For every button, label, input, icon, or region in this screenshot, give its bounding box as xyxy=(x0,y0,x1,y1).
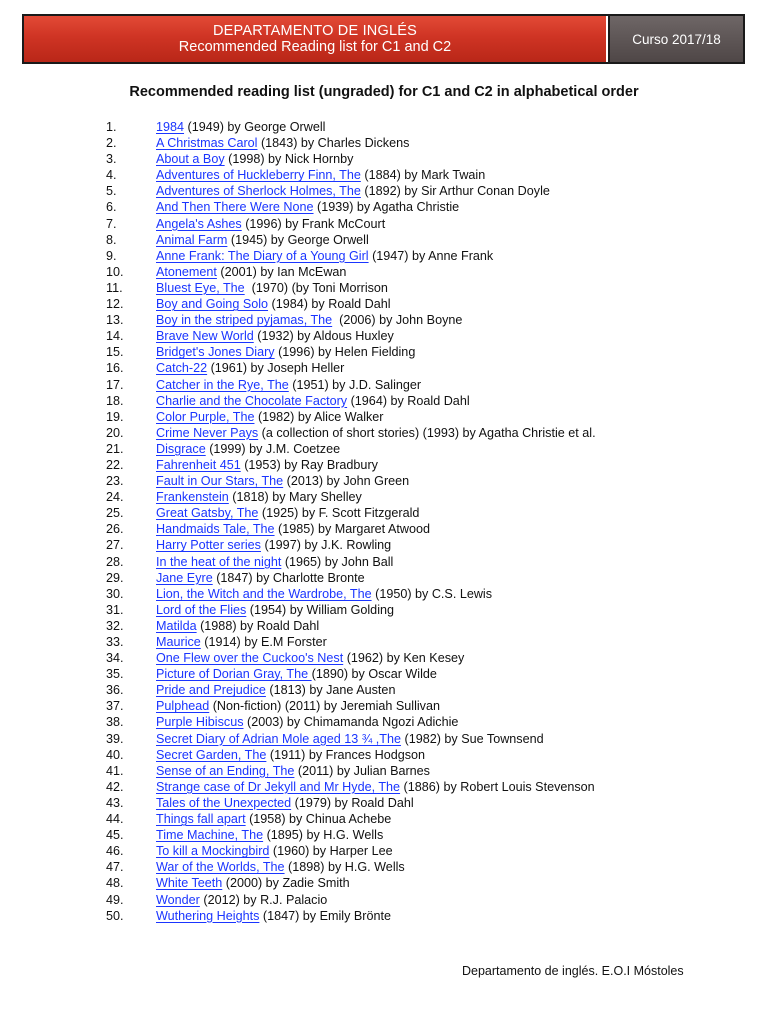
book-details: (1886) by Robert Louis Stevenson xyxy=(400,779,595,794)
book-title-link[interactable]: One Flew over the Cuckoo's Nest xyxy=(156,651,344,666)
list-item-entry xyxy=(156,892,327,908)
list-item-entry xyxy=(156,183,550,199)
book-details: (2011) by Julian Barnes xyxy=(294,763,430,778)
book-title-link[interactable]: Maurice xyxy=(156,635,201,649)
list-item xyxy=(0,344,700,360)
list-item-number: 18. xyxy=(106,393,124,408)
list-item-entry xyxy=(156,296,391,312)
book-details: (1982) by Sue Townsend xyxy=(401,731,544,746)
list-item xyxy=(0,698,700,714)
book-title-link[interactable]: Secret Garden, The xyxy=(156,747,267,762)
list-item-number: 44. xyxy=(106,812,124,827)
book-title-link[interactable]: Jane Eyre xyxy=(156,570,213,585)
list-item xyxy=(0,795,700,811)
book-details: (1979) by Roald Dahl xyxy=(291,795,414,810)
book-title-link[interactable]: Strange case of Dr Jekyll and Mr Hyde, The xyxy=(156,779,401,794)
list-item xyxy=(0,570,700,586)
book-details: (1911) by Frances Hodgson xyxy=(266,747,426,762)
book-title-link[interactable]: Picture of Dorian Gray, The xyxy=(156,667,312,682)
book-title-link[interactable]: Angela's Ashes xyxy=(156,216,242,231)
list-item-number: 34. xyxy=(106,651,124,666)
book-title-link[interactable]: Handmaids Tale, The xyxy=(156,522,275,537)
list-item-entry xyxy=(156,875,350,891)
list-item-number: 36. xyxy=(106,683,124,698)
list-item-number: 17. xyxy=(106,377,124,392)
list-item-entry xyxy=(156,167,485,183)
list-item-number: 22. xyxy=(106,457,124,472)
list-item-number: 5. xyxy=(106,184,117,199)
book-title-link[interactable]: Tales of the Unexpected xyxy=(156,795,292,810)
list-item xyxy=(0,135,700,151)
book-details: (1985) by Margaret Atwood xyxy=(274,522,430,537)
book-title-link[interactable]: Catch-22 xyxy=(156,361,208,376)
book-details: (Non-fiction) (2011) by Jeremiah Sullivan xyxy=(209,699,440,714)
book-details: (1847) by Emily Brönte xyxy=(259,908,391,923)
book-title-link[interactable]: Frankenstein xyxy=(156,490,229,505)
book-title-link[interactable]: Fahrenheit 451 xyxy=(156,457,241,472)
book-details: (1947) by Anne Frank xyxy=(368,248,494,263)
list-item-number: 12. xyxy=(106,297,124,312)
list-item-entry xyxy=(156,312,462,328)
book-details: (1970) (by Toni Morrison xyxy=(244,280,388,295)
list-item-entry xyxy=(156,441,340,457)
book-details: (2001) by Ian McEwan xyxy=(216,264,347,279)
book-details: (1925) by F. Scott Fitzgerald xyxy=(258,506,420,521)
list-item-number: 45. xyxy=(106,828,124,843)
book-details: (1984) by Roald Dahl xyxy=(268,297,391,312)
list-item-entry xyxy=(156,586,492,602)
list-item xyxy=(0,183,700,199)
book-details: (1932) by Aldous Huxley xyxy=(253,329,394,344)
book-title-link[interactable]: A Christmas Carol xyxy=(156,136,258,151)
book-details: (1964) by Roald Dahl xyxy=(347,393,470,408)
list-item-number: 6. xyxy=(106,200,117,215)
list-item xyxy=(0,682,700,698)
book-details: (1996) by Helen Fielding xyxy=(274,345,416,360)
list-item-number: 29. xyxy=(106,570,124,585)
list-item-number: 33. xyxy=(106,635,124,649)
book-title-link[interactable]: Crime Never Pays xyxy=(156,425,259,440)
book-title-link[interactable]: Harry Potter series xyxy=(156,538,261,553)
book-title-link[interactable]: Anne Frank: The Diary of a Young Girl xyxy=(156,248,369,263)
list-item xyxy=(0,312,700,328)
list-subtitle: Recommended Reading list for C1 and C2 xyxy=(178,38,452,55)
list-item xyxy=(0,602,700,618)
list-item xyxy=(0,908,700,924)
book-details: (1843) by Charles Dickens xyxy=(257,136,410,151)
list-item xyxy=(0,199,700,215)
book-title-link[interactable]: Wonder xyxy=(156,892,200,907)
list-item-entry xyxy=(156,698,440,714)
list-item-number: 38. xyxy=(106,715,124,730)
book-details: (2013) by John Green xyxy=(283,474,410,489)
book-details: (1965) by John Ball xyxy=(281,554,394,569)
list-item-number: 41. xyxy=(106,763,124,778)
list-item-entry xyxy=(156,714,458,730)
book-details: (1945) by George Orwell xyxy=(227,232,369,247)
book-title-link[interactable]: Color Purple, The xyxy=(156,409,255,424)
list-item-number: 37. xyxy=(106,699,124,714)
list-item xyxy=(0,248,700,264)
list-item-entry xyxy=(156,344,415,360)
book-details: (1892) by Sir Arthur Conan Doyle xyxy=(360,184,550,199)
list-item-entry xyxy=(156,232,369,248)
list-item-number: 42. xyxy=(106,779,124,794)
list-item-number: 16. xyxy=(106,361,124,376)
list-item xyxy=(0,151,700,167)
list-item-number: 14. xyxy=(106,329,124,344)
list-item-number: 43. xyxy=(106,795,124,810)
book-details: (1949) by George Orwell xyxy=(184,120,326,134)
list-item-number: 19. xyxy=(106,409,124,424)
list-item xyxy=(0,892,700,908)
list-item-number: 20. xyxy=(106,425,124,440)
book-details: (1958) by Chinua Achebe xyxy=(245,812,392,827)
book-title-link[interactable]: War of the Worlds, The xyxy=(156,860,285,875)
book-title-link[interactable]: Time Machine, The xyxy=(156,828,264,843)
list-item-entry xyxy=(156,151,353,167)
list-item-entry xyxy=(156,473,409,489)
list-item-entry xyxy=(156,457,378,473)
list-item xyxy=(0,360,700,376)
list-item-number: 3. xyxy=(106,152,117,167)
list-item xyxy=(0,457,700,473)
book-details: (1950) by C.S. Lewis xyxy=(371,586,493,601)
list-item-number: 23. xyxy=(106,474,124,489)
book-title-link[interactable]: About a Boy xyxy=(156,152,225,167)
book-details: (1960) by Harper Lee xyxy=(269,844,393,859)
list-item xyxy=(0,843,700,859)
book-details: (2006) by John Boyne xyxy=(332,313,463,328)
list-item xyxy=(0,875,700,891)
list-item xyxy=(0,586,700,602)
department-name: DEPARTAMENTO DE INGLÉS xyxy=(213,22,417,39)
book-title-link[interactable]: White Teeth xyxy=(156,876,223,891)
list-item-number: 32. xyxy=(106,618,124,633)
book-title-link[interactable]: Great Gatsby, The xyxy=(156,506,259,521)
book-details: (1954) by William Golding xyxy=(246,602,394,617)
list-item-entry xyxy=(156,634,327,650)
list-item-entry xyxy=(156,505,419,521)
list-item-number: 1. xyxy=(106,120,117,134)
book-title-link[interactable]: Adventures of Huckleberry Finn, The xyxy=(156,168,361,183)
list-item-number: 25. xyxy=(106,506,124,521)
book-title-link[interactable]: Pride and Prejudice xyxy=(156,683,266,698)
list-item-number: 10. xyxy=(106,264,124,279)
list-item-entry xyxy=(156,602,394,618)
list-item-entry xyxy=(156,682,395,698)
list-item xyxy=(0,537,700,553)
book-details: (1890) by Oscar Wilde xyxy=(311,667,437,682)
book-title-link[interactable]: Bridget's Jones Diary xyxy=(156,345,275,360)
book-details: (1961) by Joseph Heller xyxy=(207,361,345,376)
book-details: (1982) by Alice Walker xyxy=(254,409,384,424)
book-title-link[interactable]: Atonement xyxy=(156,264,217,279)
book-details: (1884) by Mark Twain xyxy=(360,168,486,183)
list-item xyxy=(0,634,700,650)
list-item-number: 50. xyxy=(106,908,124,923)
list-item xyxy=(0,409,700,425)
list-item xyxy=(0,296,700,312)
list-item-number: 39. xyxy=(106,731,124,746)
list-item xyxy=(0,441,700,457)
list-item xyxy=(0,264,700,280)
list-item xyxy=(0,859,700,875)
book-title-link[interactable]: Boy and Going Solo xyxy=(156,297,269,312)
book-title-link[interactable]: Fault in Our Stars, The xyxy=(156,474,284,489)
list-item xyxy=(0,377,700,393)
list-item-entry xyxy=(156,377,421,393)
list-item xyxy=(0,779,700,795)
book-details: (1939) by Agatha Christie xyxy=(313,200,460,215)
list-item-number: 8. xyxy=(106,232,117,247)
list-item-entry xyxy=(156,328,394,344)
book-details: (1895) by H.G. Wells xyxy=(263,828,384,843)
list-item-number: 27. xyxy=(106,538,124,553)
reading-list xyxy=(0,119,700,924)
list-item-entry xyxy=(156,409,384,425)
book-details: (1999) by J.M. Coetzee xyxy=(205,441,341,456)
list-item-number: 31. xyxy=(106,602,124,617)
book-title-link[interactable]: Catcher in the Rye, The xyxy=(156,377,289,392)
list-item-entry xyxy=(156,570,365,586)
book-details: (1951) by J.D. Salinger xyxy=(288,377,422,392)
list-item-entry xyxy=(156,489,362,505)
list-item-entry xyxy=(156,779,595,795)
list-item xyxy=(0,554,700,570)
list-item xyxy=(0,119,700,135)
list-item-entry xyxy=(156,393,470,409)
list-item-entry xyxy=(156,360,344,376)
list-item-entry xyxy=(156,731,544,747)
page-title-text: Recommended reading list (ungraded) for C1 and C2 in alphabetical order xyxy=(129,84,639,100)
book-title-link[interactable]: Disgrace xyxy=(156,441,206,456)
list-item xyxy=(0,167,700,183)
list-item xyxy=(0,232,700,248)
book-details: (2012) by R.J. Palacio xyxy=(199,892,328,907)
list-item-entry xyxy=(156,521,430,537)
book-title-link[interactable]: Charlie and the Chocolate Factory xyxy=(156,393,348,408)
list-item-number: 30. xyxy=(106,586,124,601)
list-item-entry xyxy=(156,843,393,859)
list-item-entry xyxy=(156,216,385,232)
book-details: (2000) by Zadie Smith xyxy=(222,876,350,891)
list-item-entry xyxy=(156,248,493,264)
list-item-entry xyxy=(156,747,425,763)
list-item-entry xyxy=(156,135,409,151)
book-details: (1953) by Ray Bradbury xyxy=(240,457,378,472)
book-title-link[interactable]: Brave New World xyxy=(156,329,254,344)
page-title xyxy=(0,84,768,100)
book-title-link[interactable]: Matilda xyxy=(156,618,197,633)
book-details: (2003) by Chimamanda Ngozi Adichie xyxy=(243,715,459,730)
list-item-number: 49. xyxy=(106,892,124,907)
book-details: (1847) by Charlotte Bronte xyxy=(212,570,365,585)
list-item-entry xyxy=(156,280,388,296)
list-item-entry xyxy=(156,811,391,827)
list-item-entry xyxy=(156,827,383,843)
book-details: (1962) by Ken Kesey xyxy=(343,651,465,666)
book-title-link[interactable]: Purple Hibiscus xyxy=(156,715,244,730)
list-item xyxy=(0,489,700,505)
list-item xyxy=(0,618,700,634)
list-item xyxy=(0,216,700,232)
list-item xyxy=(0,650,700,666)
document-header xyxy=(22,14,745,64)
list-item-entry xyxy=(156,795,414,811)
list-item-entry xyxy=(156,199,459,215)
list-item xyxy=(0,473,700,489)
book-title-link[interactable]: Animal Farm xyxy=(156,232,228,247)
book-title-link[interactable]: To kill a Mockingbird xyxy=(156,844,270,859)
list-item xyxy=(0,666,700,682)
list-item-entry xyxy=(156,908,391,924)
footer-text: Departamento de inglés. E.O.I Móstoles xyxy=(462,964,684,978)
book-details: (a collection of short stories) (1993) by Agatha Christie et al. xyxy=(258,425,596,440)
book-details: (1988) by Roald Dahl xyxy=(196,618,320,633)
list-item-number: 46. xyxy=(106,844,124,859)
book-details: (1813) by Jane Austen xyxy=(265,683,396,698)
book-title-link[interactable]: Bluest Eye, The xyxy=(156,280,245,295)
list-item-entry xyxy=(156,650,464,666)
book-title-link[interactable]: Things fall apart xyxy=(156,812,246,827)
book-title-link[interactable]: Lion, the Witch and the Wardrobe, The xyxy=(156,586,372,601)
book-title-link[interactable]: Secret Diary of Adrian Mole aged 13 ¾ ,The xyxy=(156,731,402,746)
list-item-number: 2. xyxy=(106,136,117,151)
book-title-link[interactable]: And Then There Were None xyxy=(156,200,314,215)
list-item xyxy=(0,425,700,441)
book-title-link[interactable]: Wuthering Heights xyxy=(156,908,260,923)
list-item-number: 35. xyxy=(106,667,124,682)
list-item xyxy=(0,393,700,409)
list-item-number: 28. xyxy=(106,554,124,569)
book-title-link[interactable]: Lord of the Flies xyxy=(156,602,247,617)
list-item-entry xyxy=(156,618,319,634)
book-title-link[interactable]: Adventures of Sherlock Holmes, The xyxy=(156,184,361,199)
list-item xyxy=(0,827,700,843)
list-item-number: 40. xyxy=(106,747,124,762)
list-item-number: 7. xyxy=(106,216,117,231)
book-title-link[interactable]: Boy in the striped pyjamas, The xyxy=(156,313,333,328)
list-item-number: 24. xyxy=(106,490,124,505)
list-item-number: 21. xyxy=(106,441,124,456)
book-details: (1998) by Nick Hornby xyxy=(224,152,354,167)
list-item xyxy=(0,731,700,747)
book-details: (1898) by H.G. Wells xyxy=(284,860,405,875)
list-item xyxy=(0,521,700,537)
list-item-entry xyxy=(156,859,405,875)
book-details: (1996) by Frank McCourt xyxy=(241,216,386,231)
list-item-entry xyxy=(156,554,393,570)
list-item xyxy=(0,505,700,521)
list-item-entry xyxy=(156,119,325,135)
list-item xyxy=(0,747,700,763)
course-year: Curso 2017/18 xyxy=(608,16,743,62)
book-details: (1997) by J.K. Rowling xyxy=(260,538,392,553)
list-item-number: 11. xyxy=(106,280,123,295)
list-item xyxy=(0,328,700,344)
book-title-link[interactable]: Pulphead xyxy=(156,699,210,714)
list-item xyxy=(0,714,700,730)
list-item-number: 13. xyxy=(106,313,124,328)
list-item-entry xyxy=(156,537,391,553)
list-item xyxy=(0,811,700,827)
list-item-number: 26. xyxy=(106,522,124,537)
list-item xyxy=(0,280,700,296)
book-title-link[interactable]: Sense of an Ending, The xyxy=(156,763,295,778)
book-title-link[interactable]: In the heat of the night xyxy=(156,554,282,569)
list-item xyxy=(0,763,700,779)
list-item-number: 47. xyxy=(106,860,124,875)
book-details: (1818) by Mary Shelley xyxy=(228,490,362,505)
book-details: (1914) by E.M Forster xyxy=(200,635,327,649)
book-title-link[interactable]: 1984 xyxy=(156,120,185,134)
list-item-number: 9. xyxy=(106,248,117,263)
list-item-entry xyxy=(156,763,430,779)
list-item-entry xyxy=(156,264,346,280)
header-banner xyxy=(24,16,608,62)
list-item-entry xyxy=(156,666,437,682)
list-item-entry xyxy=(156,425,596,441)
list-item-number: 15. xyxy=(106,345,124,360)
list-item-number: 4. xyxy=(106,168,117,183)
list-item-number: 48. xyxy=(106,876,124,891)
